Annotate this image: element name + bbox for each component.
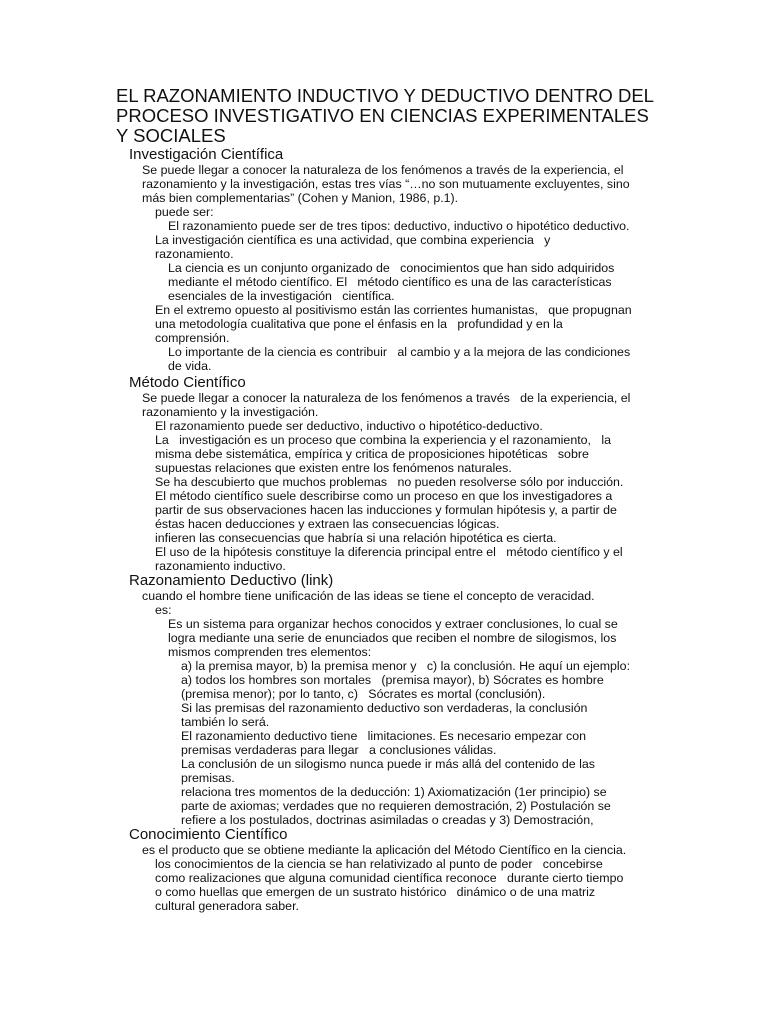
text-line: La investigación científica es una actividad, que combina experiencia y (155, 233, 551, 247)
text-line: razonamiento. (155, 247, 234, 261)
text-line: Es un sistema para organizar hechos conocidos y extraer conclusiones, lo cual se (168, 617, 618, 631)
text-line: mediante el método científico. El método científico es una de las características (168, 275, 612, 289)
text-line: El razonamiento puede ser deductivo, inductivo o hipotético-deductivo. (155, 419, 543, 433)
text-line: La ciencia es un conjunto organizado de conocimientos que han sido adquiridos (168, 261, 615, 275)
paragraph (155, 433, 611, 475)
text-line: Se puede llegar a conocer la naturaleza de los fenómenos a través de la experiencia, el (142, 163, 624, 177)
text-line: infieren las consecuencias que habría si una relación hipotética es cierta. (155, 531, 557, 545)
text-line: mismos comprenden tres elementos: (168, 645, 372, 659)
text-line: Se ha descubierto que muchos problemas no pueden resolverse sólo por inducción. (155, 475, 624, 489)
text-line: logra mediante una serie de enunciados que reciben el nombre de silogismos, los (168, 631, 617, 645)
title-line: PROCESO INVESTIGATIVO EN CIENCIAS EXPERIMENTALES (116, 105, 649, 126)
paragraph (142, 843, 626, 857)
text-line: Si las premisas del razonamiento deductivo son verdaderas, la conclusión (181, 701, 588, 715)
paragraph (155, 233, 550, 261)
paragraph (181, 729, 586, 757)
text-line: puede ser: (155, 205, 214, 219)
paragraph (155, 303, 632, 345)
text-line: una metodología cualitativa que pone el énfasis en la profundidad y en la (155, 317, 563, 331)
paragraph (155, 857, 623, 913)
text-line: partir de sus observaciones hacen las inducciones y formulan hipótesis y, a partir de (155, 503, 617, 517)
text-line: El razonamiento puede ser de tres tipos: deductivo, inductivo o hipotético deductivo. (168, 219, 630, 233)
text-line: a) todos los hombres son mortales (premisa mayor), b) Sócrates es hombre (181, 673, 604, 687)
text-line: Se puede llegar a conocer la naturaleza de los fenómenos a través de la experiencia, el (142, 391, 631, 405)
title-line: EL RAZONAMIENTO INDUCTIVO Y DEDUCTIVO DENTRO DEL (116, 85, 654, 106)
text-line: es: (155, 603, 172, 617)
text-line: La investigación es un proceso que combina la experiencia y el razonamiento, la (155, 433, 611, 447)
text-line: parte de axiomas; verdades que no requieren demostración, 2) Postulación se (181, 799, 611, 813)
section-heading-metodo: Método Científico (129, 374, 246, 391)
section-heading-razonamiento-deductivo: Razonamiento Deductivo (link) (129, 572, 334, 589)
paragraph (168, 219, 630, 233)
text-line: premisas verdaderas para llegar a conclusiones válidas. (181, 743, 497, 757)
paragraph (155, 531, 557, 545)
text-line: a) la premisa mayor, b) la premisa menor y c) la conclusión. He aquí un ejemplo: (181, 659, 631, 673)
text-line: cultural generadora saber. (155, 899, 299, 913)
paragraph (168, 345, 630, 373)
paragraph (142, 589, 595, 603)
text-line: El método científico suele describirse como un proceso en que los investigadores a (155, 489, 613, 503)
paragraph (168, 261, 614, 303)
title-line: Y SOCIALES (116, 125, 226, 146)
section-heading-investigacion: Investigación Científica (129, 146, 284, 163)
text-line: esenciales de la investigación científica. (168, 289, 395, 303)
paragraph (155, 489, 617, 531)
paragraph (155, 603, 172, 617)
text-line: Lo importante de la ciencia es contribuir al cambio y a la mejora de las condiciones (168, 345, 631, 359)
paragraph (181, 701, 587, 729)
text-line: La conclusión de un silogismo nunca puede ir más allá del contenido de las (181, 757, 595, 771)
text-line: supuestas relaciones que existen entre los fenómenos naturales. (155, 461, 512, 475)
text-line: premisas. (181, 771, 235, 785)
paragraph (181, 659, 630, 701)
text-line: (premisa menor); por lo tanto, c) Sócrates es mortal (conclusión). (181, 687, 546, 701)
text-line: o como huellas que emergen de un sustrato histórico dinámico o de una matriz (155, 885, 596, 899)
paragraph (155, 545, 623, 573)
paragraph (142, 391, 630, 419)
document-title (116, 86, 676, 146)
text-line: de vida. (168, 359, 212, 373)
text-line: es el producto que se obtiene mediante la aplicación del Método Científico en la ciencia. (142, 843, 627, 857)
paragraph (142, 163, 630, 205)
paragraph (181, 785, 611, 827)
text-line: relaciona tres momentos de la deducción: 1) Axiomatización (1er principio) se (181, 785, 607, 799)
text-line: El razonamiento deductivo tiene limitaciones. Es necesario empezar con (181, 729, 586, 743)
paragraph (155, 475, 623, 489)
text-line: razonamiento inductivo. (155, 559, 286, 573)
text-line: En el extremo opuesto al positivismo están las corrientes humanistas, que propugnan (155, 303, 632, 317)
text-line: refiere a los postulados, doctrinas asimiladas o creadas y 3) Demostración, (181, 813, 594, 827)
text-line: misma debe sistemática, empírica y critica de proposiciones hipotéticas sobre (155, 447, 589, 461)
text-line: El uso de la hipótesis constituye la diferencia principal entre el método científico y el (155, 545, 623, 559)
text-line: cuando el hombre tiene unificación de las ideas se tiene el concepto de veracidad. (142, 589, 595, 603)
paragraph (155, 205, 214, 219)
paragraph (181, 757, 595, 785)
text-line: los conocimientos de la ciencia se han relativizado al punto de poder concebirse (155, 857, 603, 871)
paragraph (155, 419, 543, 433)
text-line: razonamiento y la investigación. (142, 405, 319, 419)
text-line: más bien complementarias” (Cohen y Manion, 1986, p.1). (142, 191, 459, 205)
text-line: éstas hacen deducciones y extraen las consecuencias lógicas. (155, 517, 500, 531)
text-line: comprensión. (155, 331, 230, 345)
text-line: razonamiento y la investigación, estas tres vías “…no son mutuamente excluyentes, sino (142, 177, 630, 191)
section-heading-conocimiento: Conocimiento Científico (129, 826, 288, 843)
text-line: también lo será. (181, 715, 270, 729)
paragraph (168, 617, 618, 659)
text-line: como realizaciones que alguna comunidad científica reconoce durante cierto tiempo (155, 871, 624, 885)
